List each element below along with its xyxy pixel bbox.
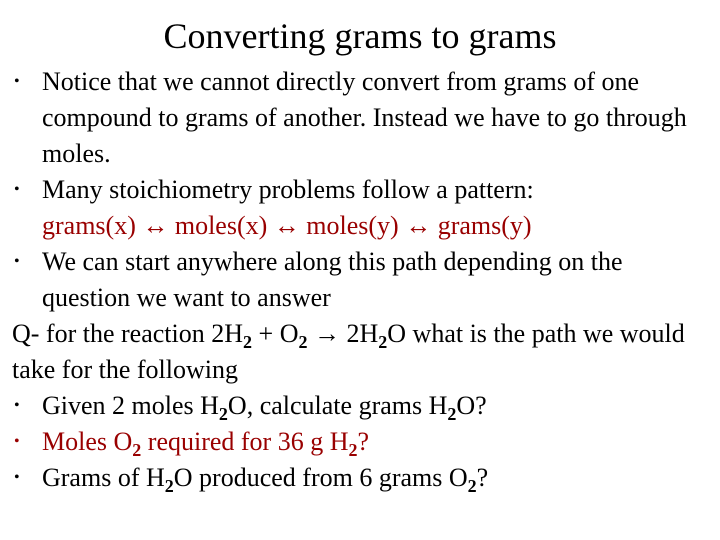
bullet-icon: • <box>14 181 20 198</box>
sub-bullet-item: • Given 2 moles $H_2O$, calculate grams $H_2O$? <box>12 388 708 424</box>
bullet-item <box>12 64 708 172</box>
sub-bullet-item: • Moles $O_2$ required for 36 g $H_2$? <box>12 424 708 460</box>
bullet-icon: • <box>14 469 20 486</box>
bullet-item <box>12 172 708 208</box>
bullet-icon: • <box>14 433 20 450</box>
question-text: Q- for the reaction 2H <box>12 319 244 348</box>
question: Q- for the reaction $2H_2 + O_2 \to 2H_2O$ what is the path we would take for the following <box>12 319 685 384</box>
bullet-icon: • <box>14 73 20 90</box>
bullet-item <box>12 244 708 316</box>
bullet-text: We can start anywhere along this path depending on the question we want to answer <box>42 247 623 312</box>
bullet-text: Notice that we cannot directly convert from grams of one compound to grams of another. Instead we have to go through moles. <box>42 67 687 168</box>
bullet-text: Many stoichiometry problems follow a pattern: <box>42 175 534 204</box>
slide-title: Converting grams to grams <box>163 16 557 56</box>
slide-body <box>12 64 708 496</box>
pattern-line <box>12 208 708 244</box>
bullet-icon: • <box>14 253 20 270</box>
pattern-text: grams(x) ↔ moles(x) ↔ moles(y) ↔ grams(y) <box>42 211 532 240</box>
sub-bullet-item: • Grams of $H_2O$ produced from 6 grams $O_2$? <box>12 460 708 496</box>
bullet-icon: • <box>14 397 20 414</box>
